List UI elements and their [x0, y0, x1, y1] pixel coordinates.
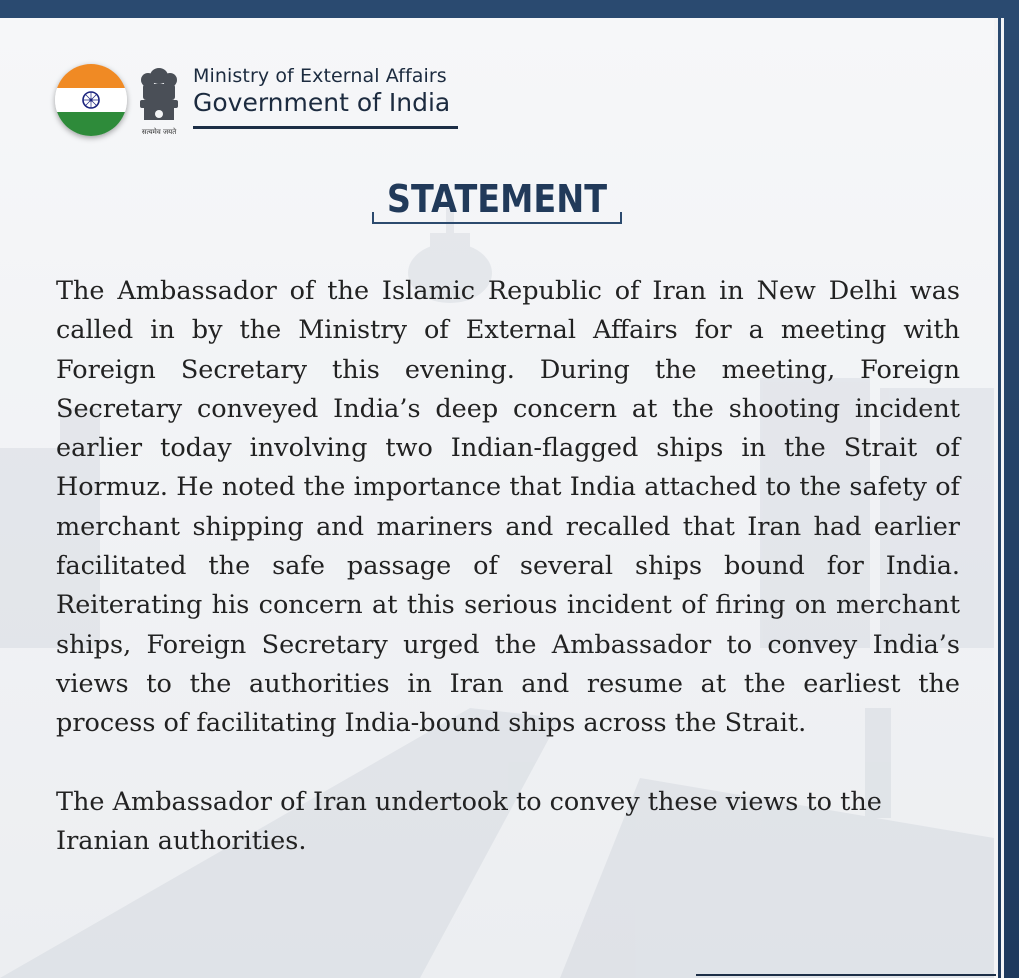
statement-body: [56, 272, 960, 861]
national-emblem-icon: [134, 64, 184, 138]
government-name: Government of India: [193, 88, 451, 117]
right-edge-strip: [1001, 18, 1004, 978]
statement-paragraph-2: The Ambassador of Iran undertook to convey these views to the Iranian authorities.: [56, 786, 882, 856]
ministry-underline: [193, 126, 458, 129]
right-border-strip: [994, 18, 998, 978]
ministry-name: Ministry of External Affairs: [193, 65, 447, 87]
emblem-motto: सत्यमेव जयते: [141, 128, 177, 136]
statement-title-block: [372, 173, 620, 229]
ministry-heading: [193, 64, 450, 118]
statement-paragraph-1: The Ambassador of the Islamic Republic of Iran in New Delhi was called in by the Ministry of External Affairs for a meeting with Foreign Secretary this evening. During the meeting, Foreign Secretary conveyed India’s deep concern at the shooting incident earlier today involving two Indian-flagged ships in the Strait of Hormuz. He noted the importance that India attached to the safety of merchant shipping and mariners and recalled that Iran had earlier facilitated the safe passage of several ships bound for India. Reiterating his concern at this serious incident of firing on merchant ships, Foreign Secretary urged the Ambassador to convey India’s views to the authorities in Iran and resume at the earliest the process of facilitating India-bound ships across the Strait.: [56, 276, 960, 739]
bottom-accent-rule: [696, 974, 996, 976]
indian-flag-badge-icon: [55, 64, 127, 136]
statement-title: STATEMENT: [386, 177, 608, 221]
